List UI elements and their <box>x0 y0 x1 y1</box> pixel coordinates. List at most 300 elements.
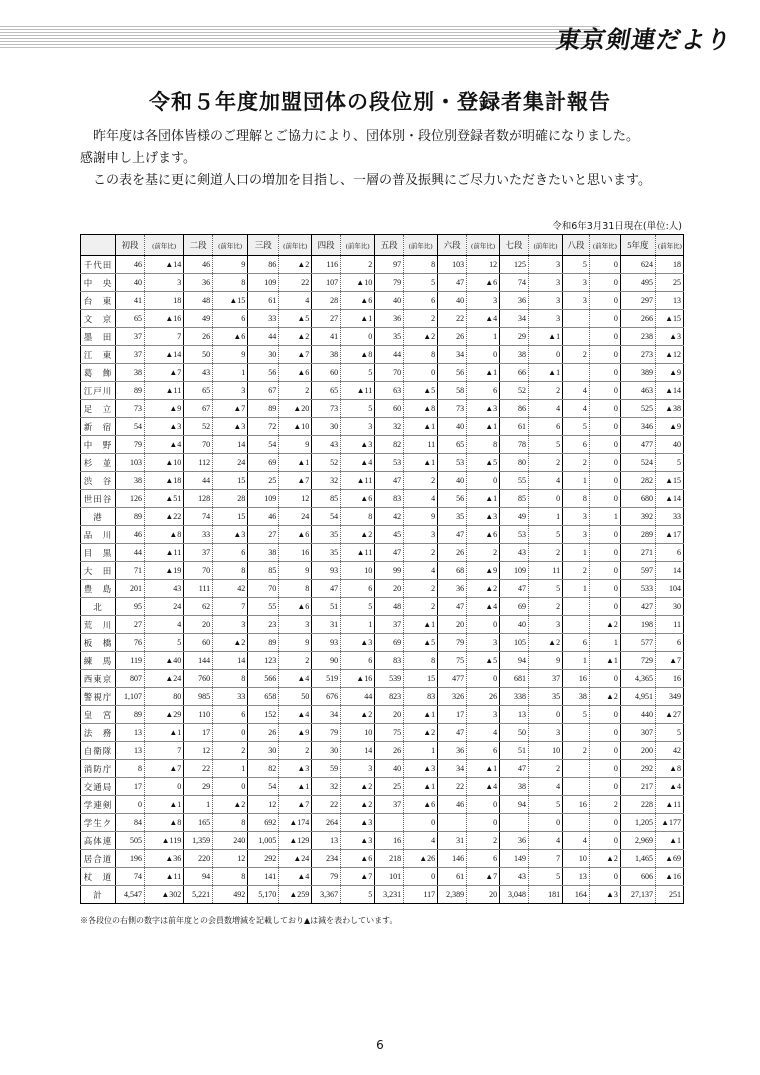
change-cell: 2 <box>467 544 500 562</box>
change-cell: 12 <box>213 850 248 868</box>
change-cell: 4 <box>404 562 438 580</box>
count-cell: 99 <box>375 562 404 580</box>
change-cell: 0 <box>589 742 620 760</box>
change-cell: ▲9 <box>145 400 184 418</box>
count-cell: 63 <box>375 382 404 400</box>
column-header-change: (前年比) <box>529 235 563 256</box>
change-cell: ▲3 <box>589 886 620 904</box>
change-cell: 18 <box>655 256 683 274</box>
change-cell: ▲5 <box>279 310 312 328</box>
change-cell: 2 <box>529 382 563 400</box>
count-cell: 54 <box>248 778 279 796</box>
change-cell: 16 <box>279 544 312 562</box>
count-cell <box>563 814 590 832</box>
change-cell: ▲38 <box>655 400 683 418</box>
count-cell: 28 <box>312 292 341 310</box>
count-cell: 36 <box>375 310 404 328</box>
change-cell: 6 <box>341 580 375 598</box>
count-cell: 61 <box>500 418 529 436</box>
change-cell: 0 <box>589 814 620 832</box>
table-row <box>81 328 684 346</box>
intro-line-1: 昨年度は各団体皆様のご理解とご協力により、団体別・段位別登録者数が明確になりました。 <box>93 129 640 144</box>
change-cell: 6 <box>213 310 248 328</box>
table-row <box>81 868 684 886</box>
change-cell: ▲129 <box>279 832 312 850</box>
change-cell: 104 <box>655 580 683 598</box>
change-cell: ▲18 <box>145 472 184 490</box>
table-row <box>81 256 684 274</box>
change-cell: 14 <box>341 742 375 760</box>
count-cell: 70 <box>184 436 213 454</box>
column-header: 初段 <box>116 235 145 256</box>
count-cell <box>563 724 590 742</box>
change-cell: ▲2 <box>404 328 438 346</box>
group-name: 台 東 <box>81 292 116 310</box>
count-cell: 52 <box>312 454 341 472</box>
count-cell: 8 <box>116 760 145 778</box>
group-name: 目 黒 <box>81 544 116 562</box>
count-cell: 680 <box>620 490 655 508</box>
count-cell: 2,969 <box>620 832 655 850</box>
count-cell: 13 <box>312 832 341 850</box>
count-cell: 89 <box>116 706 145 724</box>
change-cell: 0 <box>589 454 620 472</box>
count-cell: 78 <box>500 436 529 454</box>
change-cell: ▲14 <box>655 490 683 508</box>
count-cell: 658 <box>248 688 279 706</box>
change-cell: ▲11 <box>341 382 375 400</box>
change-cell: 6 <box>655 634 683 652</box>
count-cell: 13 <box>563 868 590 886</box>
count-cell: 116 <box>312 256 341 274</box>
change-cell: 8 <box>213 670 248 688</box>
change-cell: 0 <box>589 472 620 490</box>
count-cell: 126 <box>116 490 145 508</box>
table-row <box>81 382 684 400</box>
count-cell: 36 <box>438 580 467 598</box>
change-cell: 10 <box>341 562 375 580</box>
count-cell: 43 <box>500 544 529 562</box>
change-cell: 5 <box>341 886 375 904</box>
count-cell: 89 <box>248 400 279 418</box>
change-cell: 43 <box>145 580 184 598</box>
count-cell: 477 <box>438 670 467 688</box>
change-cell: ▲16 <box>655 868 683 886</box>
change-cell: ▲6 <box>341 850 375 868</box>
count-cell: 101 <box>375 868 404 886</box>
change-cell: 33 <box>213 688 248 706</box>
count-cell: 44 <box>116 544 145 562</box>
count-cell: 111 <box>184 580 213 598</box>
count-cell: 30 <box>248 346 279 364</box>
change-cell: ▲10 <box>341 274 375 292</box>
change-cell: 3 <box>467 634 500 652</box>
count-cell: 3 <box>563 274 590 292</box>
count-cell: 50 <box>184 346 213 364</box>
change-cell: ▲6 <box>279 364 312 382</box>
table-header <box>81 235 684 256</box>
count-cell: 70 <box>375 364 404 382</box>
count-cell <box>563 310 590 328</box>
count-cell: 47 <box>312 580 341 598</box>
group-name: 杖 道 <box>81 868 116 886</box>
change-cell: 0 <box>589 382 620 400</box>
change-cell: 8 <box>213 562 248 580</box>
table-row <box>81 544 684 562</box>
count-cell <box>563 364 590 382</box>
change-cell: 0 <box>589 526 620 544</box>
count-cell: 3,367 <box>312 886 341 904</box>
count-cell: 109 <box>248 274 279 292</box>
change-cell: ▲3 <box>341 436 375 454</box>
change-cell: 6 <box>467 850 500 868</box>
change-cell: ▲11 <box>145 382 184 400</box>
count-cell: 201 <box>116 580 145 598</box>
change-cell: ▲302 <box>145 886 184 904</box>
count-cell: 50 <box>500 724 529 742</box>
count-cell: 807 <box>116 670 145 688</box>
count-cell: 5,221 <box>184 886 213 904</box>
column-header-change: (前年比) <box>589 235 620 256</box>
count-cell: 218 <box>375 850 404 868</box>
header-corner-cell <box>81 235 116 256</box>
change-cell: ▲4 <box>655 778 683 796</box>
count-cell: 86 <box>248 256 279 274</box>
change-cell: 9 <box>279 436 312 454</box>
count-cell: 26 <box>438 544 467 562</box>
count-cell: 27 <box>312 310 341 328</box>
change-cell: 2 <box>404 544 438 562</box>
change-cell: 5 <box>655 724 683 742</box>
table-row <box>81 616 684 634</box>
change-cell: ▲3 <box>341 832 375 850</box>
group-name: 墨 田 <box>81 328 116 346</box>
change-cell: ▲8 <box>404 400 438 418</box>
change-cell: ▲12 <box>655 346 683 364</box>
group-name: 学生ク <box>81 814 116 832</box>
count-cell: 95 <box>116 598 145 616</box>
count-cell: 495 <box>620 274 655 292</box>
group-name: 新 宿 <box>81 418 116 436</box>
change-cell: ▲119 <box>145 832 184 850</box>
count-cell: 1,465 <box>620 850 655 868</box>
change-cell: 15 <box>213 472 248 490</box>
count-cell: 70 <box>184 562 213 580</box>
change-cell: 0 <box>589 868 620 886</box>
count-cell: 32 <box>375 418 404 436</box>
count-cell: 238 <box>620 328 655 346</box>
count-cell: 32 <box>312 472 341 490</box>
change-cell: ▲7 <box>279 796 312 814</box>
change-cell: ▲3 <box>341 634 375 652</box>
count-cell: 68 <box>438 562 467 580</box>
table-row <box>81 706 684 724</box>
group-name: 荒 川 <box>81 616 116 634</box>
count-cell: 17 <box>438 706 467 724</box>
change-cell: 24 <box>279 508 312 526</box>
change-cell: ▲11 <box>655 796 683 814</box>
count-cell: 346 <box>620 418 655 436</box>
change-cell: 10 <box>341 724 375 742</box>
count-cell: 47 <box>500 580 529 598</box>
change-cell: ▲7 <box>145 760 184 778</box>
count-cell: 338 <box>500 688 529 706</box>
change-cell: ▲24 <box>145 670 184 688</box>
table-row <box>81 454 684 472</box>
count-cell: 1,205 <box>620 814 655 832</box>
change-cell: ▲7 <box>279 472 312 490</box>
change-cell: ▲3 <box>213 526 248 544</box>
count-cell: 73 <box>116 400 145 418</box>
change-cell: ▲6 <box>341 490 375 508</box>
change-cell: ▲1 <box>404 706 438 724</box>
group-name: 港 <box>81 508 116 526</box>
change-cell: ▲14 <box>145 346 184 364</box>
change-cell: ▲6 <box>341 292 375 310</box>
count-cell: 33 <box>248 310 279 328</box>
change-cell: 0 <box>589 400 620 418</box>
count-cell: 20 <box>375 706 404 724</box>
footnote: ※各段位の右側の数字は前年度との会員数増減を記載しており▲は減を表わしています。 <box>80 916 398 925</box>
header-row <box>81 235 684 256</box>
change-cell: 8 <box>404 652 438 670</box>
group-name: 交通局 <box>81 778 116 796</box>
change-cell: 3 <box>341 418 375 436</box>
count-cell: 65 <box>116 310 145 328</box>
count-cell: 217 <box>620 778 655 796</box>
count-cell: 79 <box>312 868 341 886</box>
change-cell: ▲1 <box>467 418 500 436</box>
count-cell: 10 <box>563 850 590 868</box>
count-cell: 4,951 <box>620 688 655 706</box>
count-cell: 37 <box>116 328 145 346</box>
change-cell: 7 <box>145 742 184 760</box>
count-cell: 56 <box>438 490 467 508</box>
count-cell: 44 <box>375 346 404 364</box>
change-cell: 8 <box>341 508 375 526</box>
change-cell: 26 <box>467 688 500 706</box>
count-cell: 74 <box>116 868 145 886</box>
count-cell: 89 <box>116 508 145 526</box>
count-cell: 297 <box>620 292 655 310</box>
change-cell: 0 <box>213 778 248 796</box>
count-cell: 566 <box>248 670 279 688</box>
change-cell: 3 <box>213 382 248 400</box>
change-cell: ▲8 <box>341 346 375 364</box>
count-cell: 54 <box>248 436 279 454</box>
change-cell: ▲2 <box>404 724 438 742</box>
change-cell: ▲8 <box>145 814 184 832</box>
group-name: 北 <box>81 598 116 616</box>
change-cell: ▲5 <box>404 382 438 400</box>
count-cell: 149 <box>500 850 529 868</box>
change-cell: ▲2 <box>589 616 620 634</box>
change-cell: ▲3 <box>655 328 683 346</box>
count-cell: 26 <box>438 328 467 346</box>
column-header-change: (前年比) <box>341 235 375 256</box>
count-cell: 41 <box>312 328 341 346</box>
count-cell: 44 <box>248 328 279 346</box>
change-cell: 3 <box>529 256 563 274</box>
change-cell: ▲2 <box>279 328 312 346</box>
count-cell: 27 <box>248 526 279 544</box>
change-cell: 2 <box>279 382 312 400</box>
change-cell: 2 <box>529 760 563 778</box>
change-cell: 2 <box>529 544 563 562</box>
count-cell: 45 <box>375 526 404 544</box>
count-cell: 46 <box>116 526 145 544</box>
group-name: 自衛隊 <box>81 742 116 760</box>
registration-table <box>80 234 684 904</box>
group-name: 警視庁 <box>81 688 116 706</box>
change-cell: ▲4 <box>145 436 184 454</box>
count-cell: 17 <box>184 724 213 742</box>
change-cell: 1 <box>589 508 620 526</box>
count-cell: 85 <box>500 490 529 508</box>
change-cell: 16 <box>655 670 683 688</box>
change-cell: 1 <box>404 742 438 760</box>
count-cell: 69 <box>500 598 529 616</box>
count-cell: 46 <box>116 256 145 274</box>
intro-line-2: 感謝申し上げます。 <box>80 151 196 166</box>
change-cell: 0 <box>589 256 620 274</box>
column-header: 七段 <box>500 235 529 256</box>
count-cell: 25 <box>375 778 404 796</box>
group-name: 練 馬 <box>81 652 116 670</box>
count-cell: 36 <box>500 832 529 850</box>
count-cell: 13 <box>116 724 145 742</box>
count-cell: 597 <box>620 562 655 580</box>
change-cell: 8 <box>213 274 248 292</box>
page-title: 令和５年度加盟団体の段位別・登録者集計報告 <box>149 89 611 114</box>
group-name: 豊 島 <box>81 580 116 598</box>
count-cell: 38 <box>500 778 529 796</box>
group-name: 皇 宮 <box>81 706 116 724</box>
count-cell: 38 <box>116 364 145 382</box>
change-cell: ▲4 <box>279 670 312 688</box>
change-cell: ▲1 <box>404 418 438 436</box>
count-cell: 1 <box>563 580 590 598</box>
change-cell: ▲3 <box>145 418 184 436</box>
table-row <box>81 562 684 580</box>
change-cell: 0 <box>589 436 620 454</box>
column-header-change: (前年比) <box>655 235 683 256</box>
change-cell: 4 <box>145 616 184 634</box>
table-row <box>81 778 684 796</box>
group-name: 中 野 <box>81 436 116 454</box>
total-row <box>81 886 684 904</box>
count-cell: 3 <box>563 526 590 544</box>
change-cell: 0 <box>467 616 500 634</box>
change-cell: ▲174 <box>279 814 312 832</box>
count-cell: 30 <box>312 742 341 760</box>
count-cell: 760 <box>184 670 213 688</box>
change-cell: ▲7 <box>341 868 375 886</box>
table-row <box>81 310 684 328</box>
count-cell: 40 <box>438 292 467 310</box>
count-cell: 65 <box>184 382 213 400</box>
change-cell: ▲10 <box>279 418 312 436</box>
group-name: 足 立 <box>81 400 116 418</box>
change-cell: ▲1 <box>467 760 500 778</box>
count-cell: 84 <box>116 814 145 832</box>
change-cell: 0 <box>589 580 620 598</box>
count-cell: 13 <box>500 706 529 724</box>
count-cell: 36 <box>184 274 213 292</box>
column-header: 5年度 <box>620 235 655 256</box>
count-cell: 38 <box>500 346 529 364</box>
intro-line-3: この表を基に更に剣道人口の増加を目指し、一層の普及振興にご尽力いただきたいと思います。 <box>93 173 651 188</box>
change-cell: 2 <box>589 796 620 814</box>
change-cell: ▲6 <box>279 526 312 544</box>
change-cell: 11 <box>529 562 563 580</box>
count-cell: 25 <box>248 472 279 490</box>
change-cell: 1 <box>213 760 248 778</box>
count-cell: 26 <box>184 328 213 346</box>
change-cell: 4 <box>404 832 438 850</box>
count-cell: 35 <box>312 544 341 562</box>
count-cell <box>563 598 590 616</box>
change-cell: ▲6 <box>467 526 500 544</box>
count-cell: 56 <box>438 364 467 382</box>
change-cell: 9 <box>213 346 248 364</box>
change-cell: ▲2 <box>529 634 563 652</box>
change-cell: 9 <box>404 508 438 526</box>
count-cell: 66 <box>500 364 529 382</box>
change-cell: 0 <box>467 472 500 490</box>
change-cell: 3 <box>529 310 563 328</box>
change-cell: 0 <box>529 814 563 832</box>
count-cell: 31 <box>438 832 467 850</box>
change-cell: 117 <box>404 886 438 904</box>
count-cell: 3,231 <box>375 886 404 904</box>
count-cell <box>563 778 590 796</box>
table-row <box>81 274 684 292</box>
change-cell: ▲177 <box>655 814 683 832</box>
count-cell: 1 <box>563 544 590 562</box>
count-cell: 103 <box>116 454 145 472</box>
table-row <box>81 364 684 382</box>
group-name: 消防庁 <box>81 760 116 778</box>
count-cell: 4,365 <box>620 670 655 688</box>
count-cell: 16 <box>563 796 590 814</box>
count-cell: 42 <box>375 508 404 526</box>
count-cell: 74 <box>500 274 529 292</box>
change-cell: ▲1 <box>145 796 184 814</box>
column-header: 五段 <box>375 235 404 256</box>
count-cell: 729 <box>620 652 655 670</box>
change-cell: 12 <box>279 490 312 508</box>
count-cell: 85 <box>312 490 341 508</box>
change-cell: 2 <box>404 598 438 616</box>
change-cell: 349 <box>655 688 683 706</box>
change-cell: 240 <box>213 832 248 850</box>
change-cell: ▲5 <box>404 634 438 652</box>
change-cell: ▲4 <box>467 310 500 328</box>
count-cell: 59 <box>312 760 341 778</box>
change-cell: 10 <box>529 742 563 760</box>
table-row <box>81 796 684 814</box>
count-cell: 292 <box>620 760 655 778</box>
count-cell: 32 <box>312 778 341 796</box>
count-cell <box>500 814 529 832</box>
group-name: 世田谷 <box>81 490 116 508</box>
count-cell: 676 <box>312 688 341 706</box>
change-cell: 6 <box>529 418 563 436</box>
count-cell: 52 <box>500 382 529 400</box>
count-cell: 34 <box>438 760 467 778</box>
table-row <box>81 580 684 598</box>
